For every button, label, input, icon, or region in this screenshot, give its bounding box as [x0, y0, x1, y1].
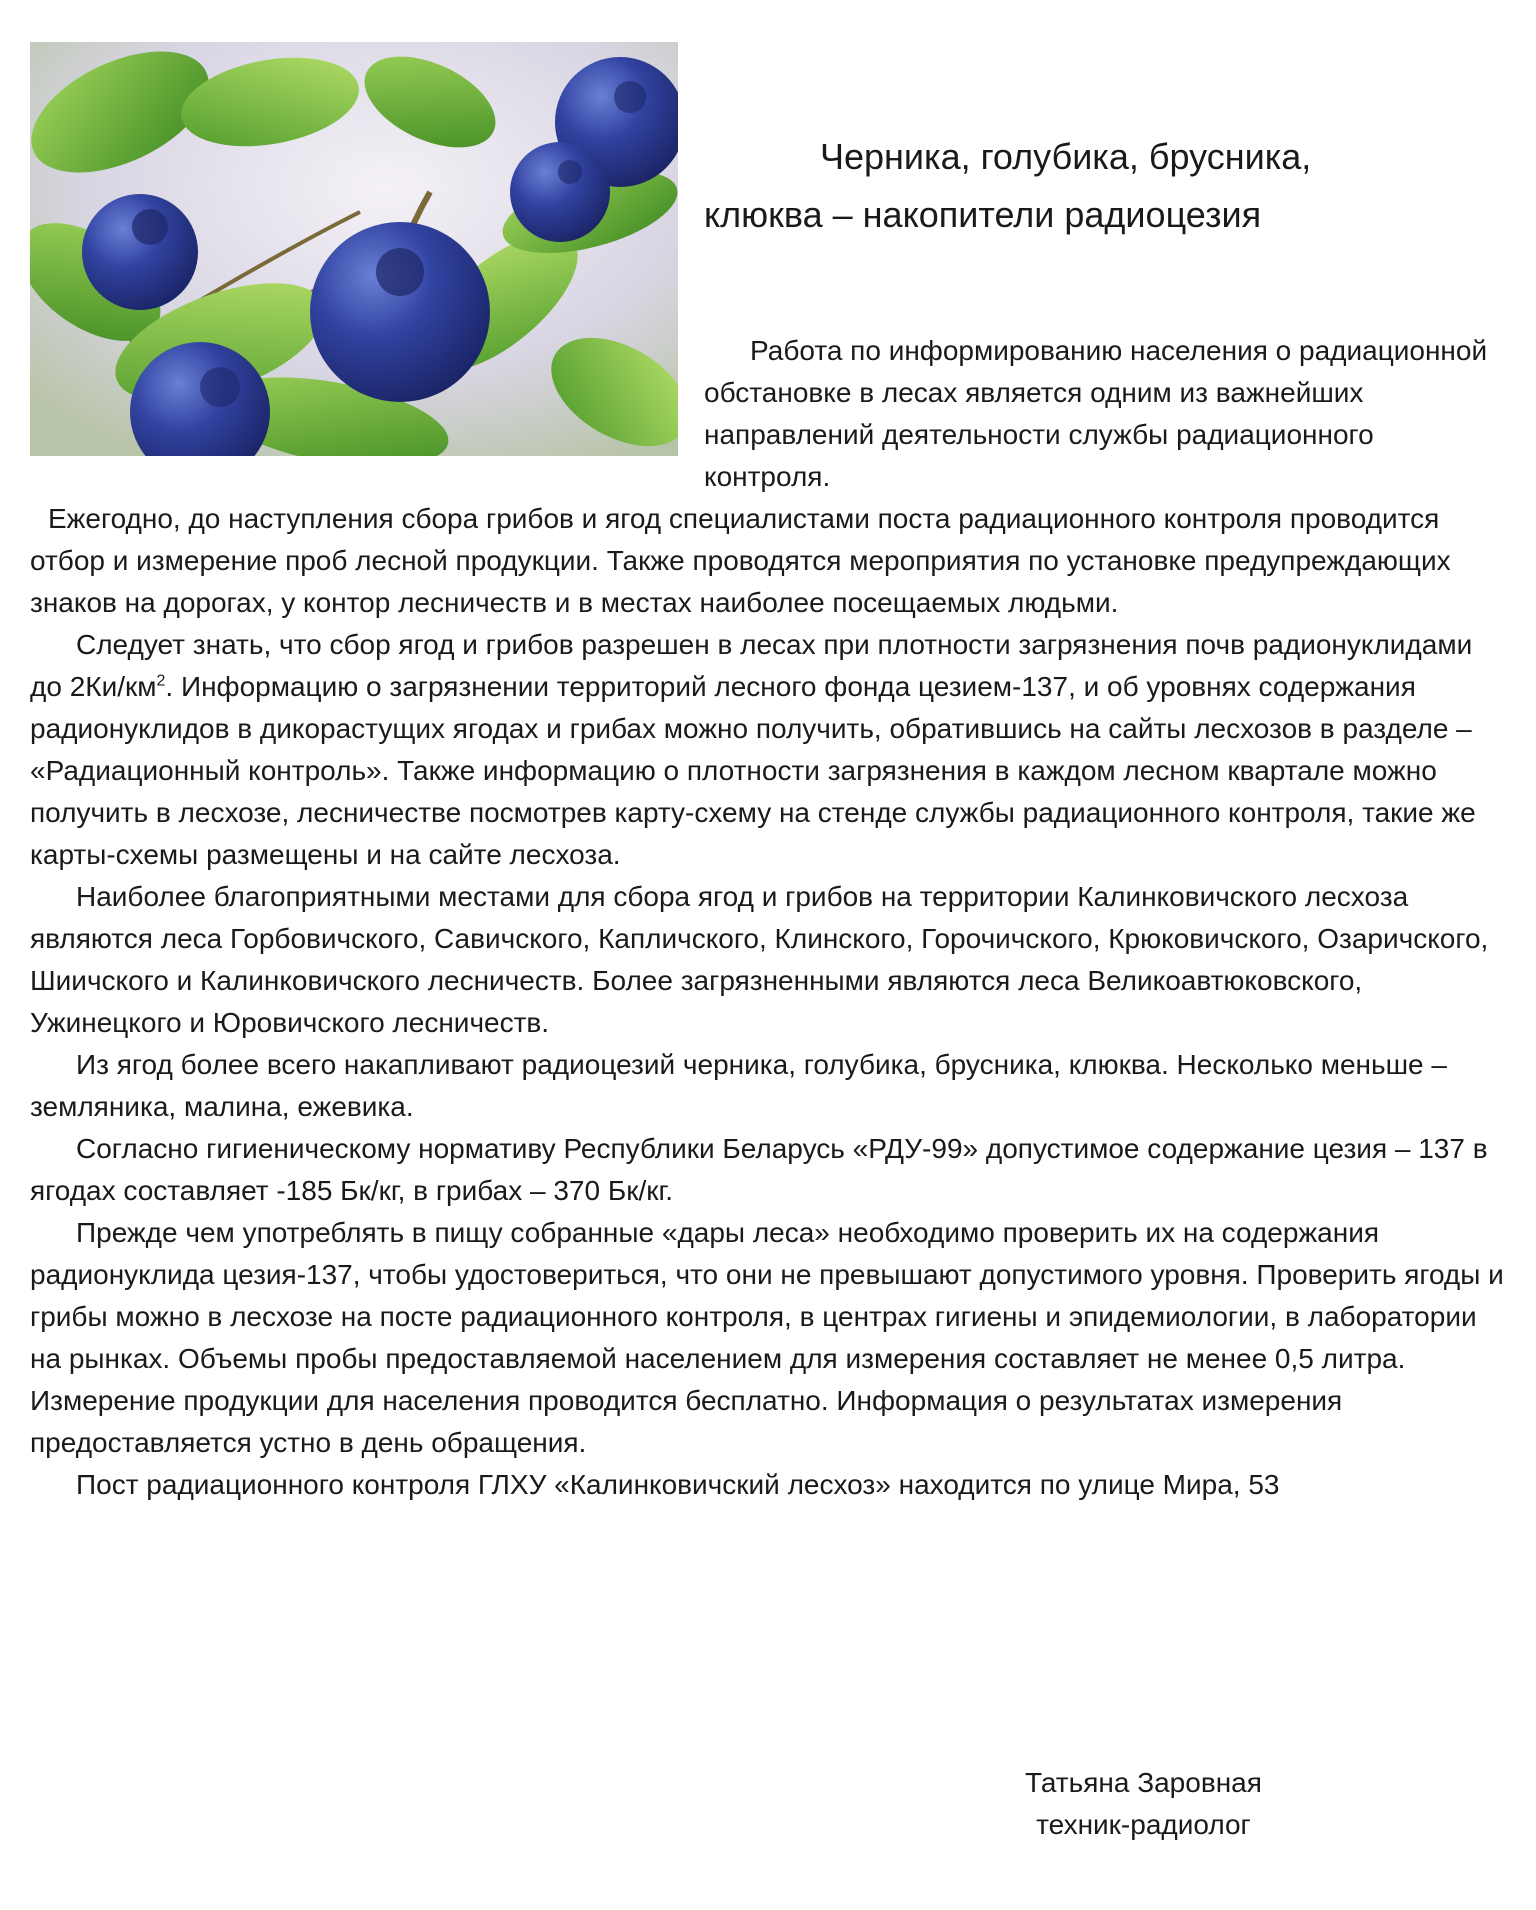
paragraph-contamination-text-a: Следует знать, что сбор ягод и грибов разрешен в лесах при плотности загрязнения почв радионуклидами до 2Ки/км — [30, 629, 1473, 702]
paragraph-sampling: Ежегодно, до наступления сбора грибов и ягод специалистами поста радиационного контроля проводится отбор и измерение проб лесной продукции. Также проводятся мероприятия по установке предупреждающих знаков на дорогах, у контор лесничеств и в местах наиболее посещаемых людьми. — [30, 503, 1451, 618]
paragraph-hygienic-norm: Согласно гигиеническому нормативу Республики Беларусь «РДУ-99» допустимое содержание цезия – 137 в ягодах составляет -185 Бк/кг, в грибах – 370 Бк/кг. — [30, 1133, 1488, 1206]
signature-block — [1025, 1762, 1262, 1846]
paragraph-contamination-text-b: . Информацию о загрязнении территорий лесного фонда цезием-137, и об уровнях содержания радионуклидов в дикорастущих ягодах и грибах можно получить, обратившись на сайты лесхозов в разделе – «Радиационный контроль». Также информацию о плотности загрязнения в каждом лесном квартале можно получить в лесхозе, лесничестве посмотрев карту-схему на стенде службы радиационного контроля, такие же карты-схемы размещены и на сайте лесхоза. — [30, 671, 1476, 870]
paragraph-check-products: Прежде чем употреблять в пищу собранные «дары леса» необходимо проверить их на содержания радионуклида цезия-137, чтобы удостовериться, что они не превышают допустимого уровня. Проверить ягоды и грибы можно в лесхозе на посте радиационного контроля, в центрах гигиены и эпидемиологии, в лаборатории на рынках. Объемы пробы предоставляемой населением для измерения составляет не менее 0,5 литра. Измерение продукции для населения проводится бесплатно. Информация о результатах измерения предоставляется устно в день обращения. — [30, 1217, 1504, 1458]
author-position: техник-радиолог — [1036, 1809, 1251, 1840]
superscript-squared: 2 — [156, 672, 166, 690]
article-body — [30, 498, 1510, 1506]
author-name: Татьяна Заровная — [1025, 1767, 1262, 1798]
paragraph-favorable-places: Наиболее благоприятными местами для сбора ягод и грибов на территории Калинковичского лесхоза являются леса Горбовичского, Савичского, Капличского, Клинского, Горочичского, Крюковичского, Озаричского, Шиичского и Калинковичского лесничеств. Более загрязненными являются леса Великоавтюковского, Ужинецкого и Юровичского лесничеств. — [30, 881, 1489, 1038]
intro-paragraph: Работа по информированию населения о радиационной обстановке в лесах является одним из важнейших направлений деятельности службы радиационного контроля. — [704, 335, 1488, 492]
page-title — [704, 128, 1524, 244]
title-line-1: Черника, голубика, брусника, — [820, 136, 1312, 177]
paragraph-accumulating-berries: Из ягод более всего накапливают радиоцезий черника, голубика, брусника, клюква. Несколько меньше – земляника, малина, ежевика. — [30, 1049, 1447, 1122]
paragraph-post-address: Пост радиационного контроля ГЛХУ «Калинковичский лесхоз» находится по улице Мира, 53 — [76, 1469, 1280, 1500]
blueberry-photo — [30, 42, 678, 456]
paragraph-contamination-density — [30, 624, 1510, 876]
title-line-2: клюква – накопители радиоцезия — [704, 194, 1262, 235]
